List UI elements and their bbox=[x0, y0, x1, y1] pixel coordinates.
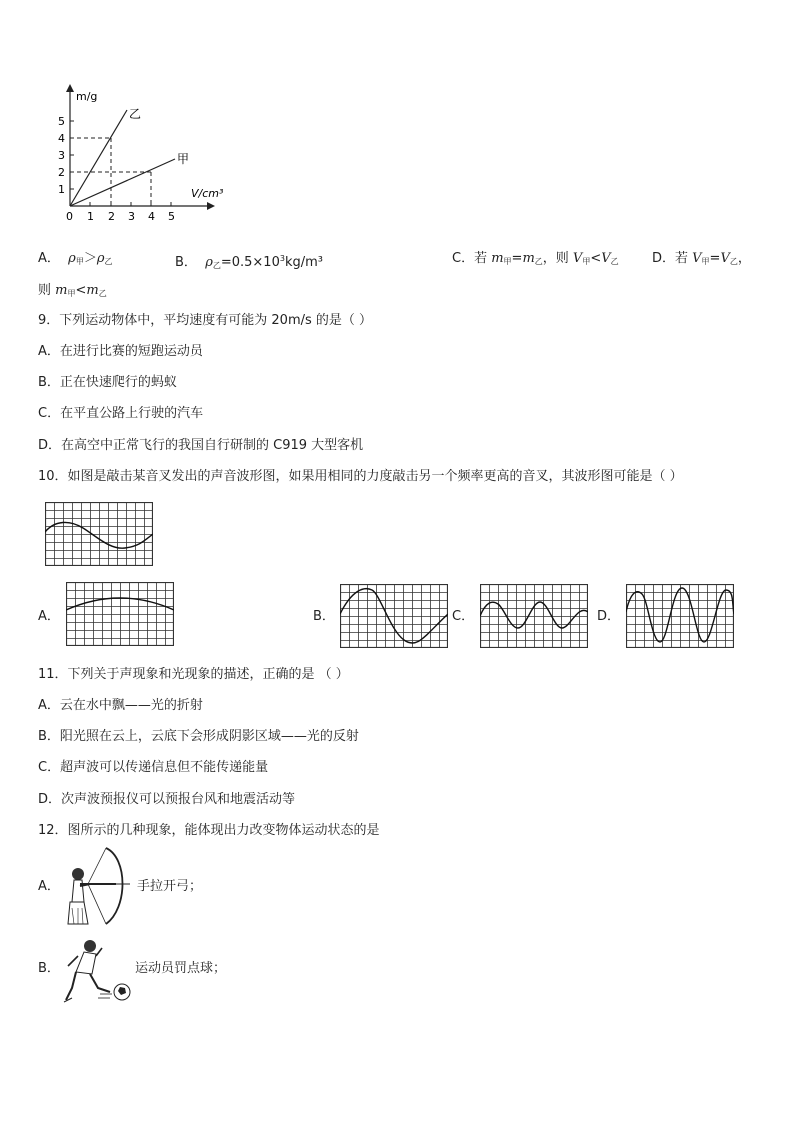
q12-option-b-letter: B． bbox=[38, 961, 60, 976]
line-yi-label: 乙 bbox=[129, 107, 142, 121]
q10-option-d-label: D． bbox=[597, 609, 621, 624]
reference-waveform bbox=[45, 502, 153, 566]
q9-stem: 9．下列运动物体中，平均速度有可能为 20m/s 的是（ ） bbox=[38, 313, 373, 328]
q9-option-a: A．在进行比赛的短跑运动员 bbox=[38, 344, 203, 359]
q10-option-c-waveform bbox=[480, 584, 588, 648]
q8-option-d-continued: 则 $m_甲<m_乙$ bbox=[38, 283, 107, 298]
q12-option-a-letter: A． bbox=[38, 879, 60, 894]
q9-option-b: B．正在快速爬行的蚂蚁 bbox=[38, 375, 177, 390]
waveform-grid bbox=[480, 584, 588, 648]
q10-option-a-waveform bbox=[66, 582, 174, 646]
waveform-curve bbox=[480, 602, 588, 628]
x-tick-label: 4 bbox=[148, 210, 155, 223]
q8-option-b: B． $\rho_乙=0.5\times 10^3kg/m^3$ bbox=[175, 254, 323, 270]
q12-option-a-text: 手拉开弓； bbox=[137, 879, 203, 894]
x-axis-arrow bbox=[207, 202, 215, 210]
y-tick-label: 5 bbox=[58, 115, 65, 128]
x-ticks bbox=[90, 202, 171, 206]
q12-option-b-text: 运动员罚点球； bbox=[135, 961, 227, 976]
line-jia bbox=[70, 159, 175, 206]
waveform-grid bbox=[66, 582, 174, 646]
q8-option-a: A． $\rho_甲>\rho_乙$ bbox=[38, 251, 113, 266]
y-tick-label: 2 bbox=[58, 166, 65, 179]
mass-volume-graph bbox=[55, 84, 235, 224]
x-tick-label: 5 bbox=[168, 210, 175, 223]
y-tick-label: 4 bbox=[58, 132, 65, 145]
x-tick-label: 1 bbox=[87, 210, 94, 223]
q11-option-c: C．超声波可以传递信息但不能传递能量 bbox=[38, 760, 269, 775]
q10-option-b-label: B． bbox=[313, 609, 335, 624]
q8-option-d: D．若 $V_甲=V_乙$， bbox=[652, 251, 751, 266]
x-tick-label: 3 bbox=[128, 210, 135, 223]
line-yi bbox=[70, 110, 127, 206]
y-tick-label: 3 bbox=[58, 149, 65, 162]
q11-stem: 11．下列关于声现象和光现象的描述，正确的是 （ ） bbox=[38, 667, 349, 682]
waveform-grid bbox=[340, 584, 448, 648]
q10-option-d-waveform bbox=[626, 584, 734, 648]
q11-option-d: D．次声波预报仪可以预报台风和地震活动等 bbox=[38, 792, 296, 807]
q9-option-d: D．在高空中正常飞行的我国自行研制的 C919 大型客机 bbox=[38, 438, 364, 453]
waveform-curve bbox=[626, 588, 734, 642]
y-axis-arrow bbox=[66, 84, 74, 92]
q8-option-c: C．若 $m_甲=m_乙$，则 $V_甲<V_乙$ bbox=[452, 251, 619, 266]
q11-option-b: B．阳光照在云上，云底下会形成阴影区域——光的反射 bbox=[38, 729, 359, 744]
y-tick-label: 1 bbox=[58, 183, 65, 196]
archer-illustration bbox=[62, 846, 134, 928]
waveform-curve bbox=[66, 598, 174, 610]
x-tick-label: 2 bbox=[108, 210, 115, 223]
q10-option-a-label: A． bbox=[38, 609, 60, 624]
x-tick-label: 0 bbox=[66, 210, 73, 223]
y-axis-label: m/g bbox=[76, 90, 98, 103]
q9-option-c: C．在平直公路上行驶的汽车 bbox=[38, 406, 204, 421]
x-axis-label: V/cm³ bbox=[191, 187, 224, 200]
q10-stem: 10．如图是敲击某音叉发出的声音波形图，如果用相同的力度敲击另一个频率更高的音叉，其波形图可能是（ ） bbox=[38, 469, 683, 484]
penalty-kick-illustration bbox=[58, 938, 134, 1008]
q10-option-c-label: C． bbox=[452, 609, 475, 624]
line-jia-label: 甲 bbox=[177, 152, 190, 166]
waveform-curve bbox=[340, 589, 448, 643]
q10-option-b-waveform bbox=[340, 584, 448, 648]
q11-option-a: A．云在水中飘——光的折射 bbox=[38, 698, 203, 713]
waveform-grid bbox=[45, 502, 153, 566]
q12-stem: 12．图所示的几种现象，能体现出力改变物体运动状态的是 bbox=[38, 823, 380, 838]
